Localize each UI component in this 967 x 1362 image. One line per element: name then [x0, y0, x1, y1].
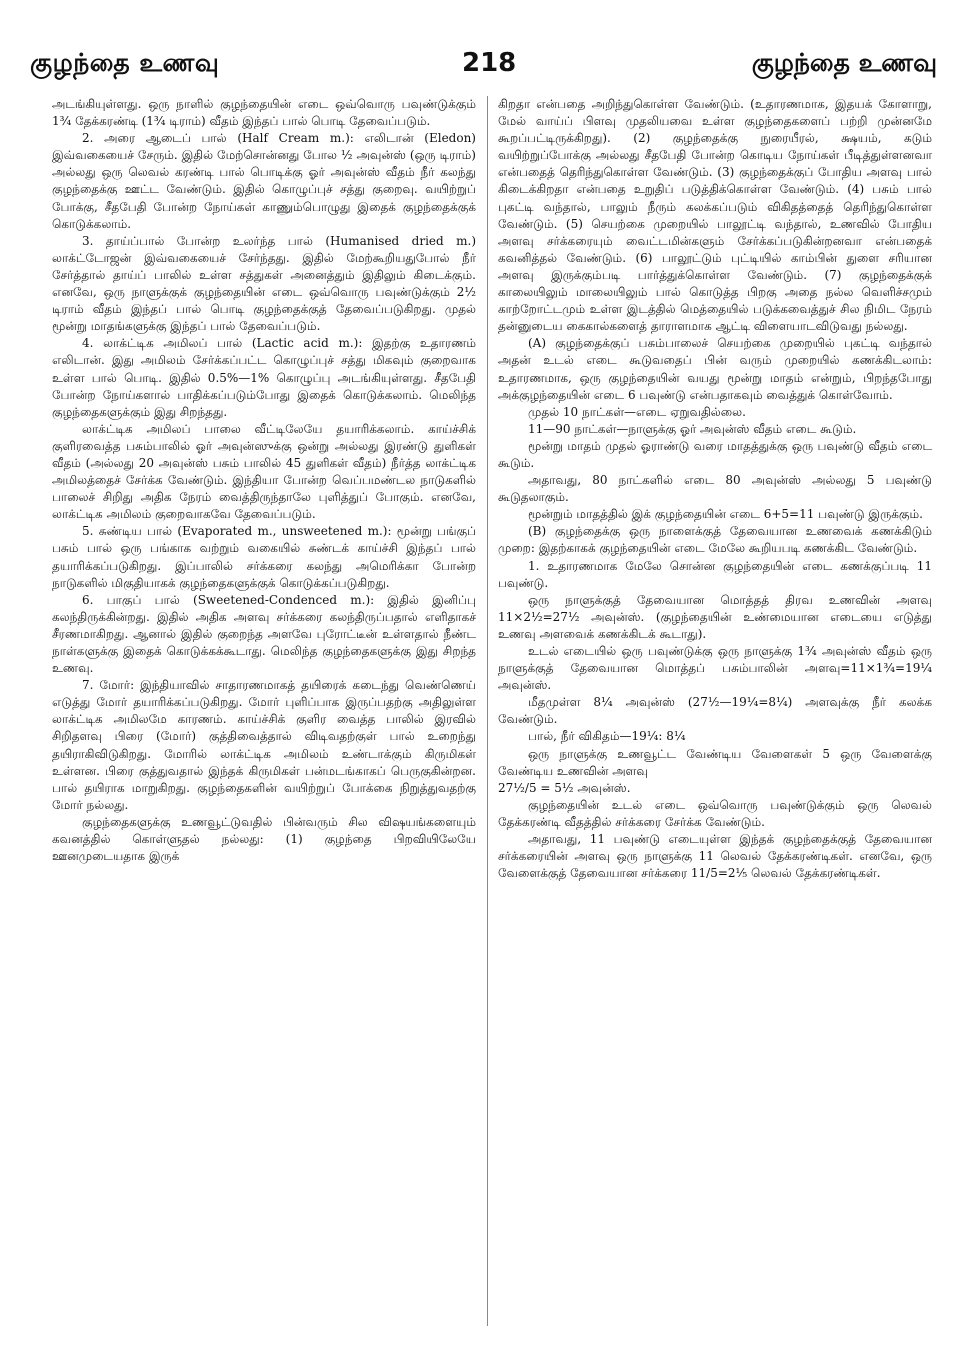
paragraph: கிறதா என்பதை அறிந்துகொள்ள வேண்டும். (உதாரணமாக, இதயக் கோளாறு, மேல் வாய்ப் பிளவு முதலியவை உள்ள குழந்தைகளைப் பற்றி முன்னமே கூறப்பட்டிருக்கிறது). (2) குழந்தைக்கு நுரையீரல், க்ஷயம், கடும் வயிற்றுப்போக்கு அல்லது சீதபேதி போன்ற கொடிய நோய்கள் பீடித்துள்ளனவா என்பதைத் தெரிந்துகொள்ள வேண்டும். (3) குழந்தைக்குப் போதிய அளவு பால் கிடைக்கிறதா என்பதை உறுதிப் படுத்திக்கொள்ள வேண்டும். (4) பசும் பால் புகட்டி வந்தால், பாலும் நீரும் கலக்கப்படும் விகிதத்தைத் தெரிந்துகொள்ள வேண்டும். (5) செயற்கை முறையில் பாலூட்டி வந்தால், உணவில் போதிய அளவு சர்க்கரையும் வைட்டமின்களும் சேர்க்கப்படுகின்றனவா என்பதைக் கவனித்தல் வேண்டும். (6) பாலூட்டும் புட்டியில் காம்பின் துளை சரியான அளவு இருக்கும்படி பார்த்துக்கொள்ள வேண்டும். (7) குழந்தைக்குக் காலையிலும் மாலையிலும் பால் கொடுத்த பிறகு அதை நல்ல வெளிச்சமும் காற்றோட்டமும் உள்ள இடத்தில் மெத்தையில் படுக்கவைத்துச் சில நிமிட நேரம் தன்னுடைய கைகால்களைத் தாராளமாக ஆட்டி விளையாடவிடுவது நல்லது. — [498, 97, 932, 334]
right-column — [498, 96, 932, 882]
paragraph: உடல் எடையில் ஒரு பவுண்டுக்கு ஒரு நாளுக்கு 1¾ அவுன்ஸ் வீதம் ஒரு நாளுக்குத் தேவையான மொத்தப் பசும்பாலின் அளவு=11×1¾=19¼ அவுன்ஸ். — [498, 644, 932, 693]
paragraph: லாக்ட்டிக அமிலப் பாலை வீட்டிலேயே தயாரிக்கலாம். காய்ச்சிக் குளிரவைத்த பசும்பாலில் ஓர் அவுன்ஸுக்கு ஒன்று அல்லது இரண்டு துளிகள் வீதம் (அல்லது 20 அவுன்ஸ் பசும் பாலில் 45 துளிகள் வீதம்) நீர்த்த லாக்ட்டிக அமிலத்தைச் சேர்க்க வேண்டும். இந்தியா போன்ற வெப்பமண்டல நாடுகளில் பாலைச் சிறிது அதிக நேரம் வைத்திருந்தாலே புளித்துப் போகும். எனவே, லாக்ட்டிக அமிலம் குறைவாகவே தேவைப்படும். — [52, 421, 476, 522]
paragraph: முதல் 10 நாட்கள்—எடை ஏறுவதில்லை. — [528, 404, 746, 419]
paragraph: 7. மோர்: இந்தியாவில் சாதாரணமாகத் தயிரைக் கடைந்து வெண்ணெய் எடுத்து மோர் தயாரிக்கப்படுகிறது. மோர் புளிப்பாக இருப்பதற்கு அதிலுள்ள லாக்ட்டிக அமிலமே காரணம். காய்ச்சிக் குளிர வைத்த பாலில் இரவில் சிறிதளவு பிரை (மோர்) குத்திவைத்தால் விடிவதற்குள் பால் உறைந்து தயிராகிவிடுகிறது. மோரில் லாக்ட்டிக அமிலம் உண்டாக்கும் கிருமிகள் உள்ளன. பிரை குத்துவதால் இந்தக் கிருமிகள் பன்மடங்காகப் பெருகுகின்றன. பால் தயிராக மாறுகிறது. குழந்தைகளின் வயிற்றுப் போக்கை நிறுத்துவதற்கு மோர் நல்லது. — [52, 678, 476, 812]
paragraph: மூன்று மாதம் முதல் ஓராண்டு வரை மாதத்துக்கு ஒரு பவுண்டு வீதம் எடை கூடும். — [498, 438, 932, 470]
paragraph: அதாவது, 80 நாட்களில் எடை 80 அவுன்ஸ் அல்லது 5 பவுண்டு கூடுதலாகும். — [498, 473, 932, 505]
page-number: 218 — [462, 48, 517, 78]
paragraph: 27½/5 = 5½ அவுன்ஸ். — [498, 780, 631, 795]
paragraph: 1. உதாரணமாக மேலே சொன்ன குழந்தையின் எடை கணக்குப்படி 11 பவுண்டு. — [498, 558, 932, 590]
paragraph: 11—90 நாட்கள்—நாளுக்கு ஓர் அவுன்ஸ் வீதம் எடை கூடும். — [528, 421, 857, 436]
paragraph: (B) குழந்தைக்கு ஒரு நாளைக்குத் தேவையான உணவைக் கணக்கிடும் முறை: இதற்காகக் குழந்தையின் எடை மேலே கூறியபடி கணக்கிட வேண்டும். — [498, 524, 932, 556]
page-header — [30, 48, 937, 88]
paragraph: மூன்றும் மாதத்தில் இக் குழந்தையின் எடை 6+5=11 பவுண்டு இருக்கும். — [528, 507, 923, 522]
paragraph: 5. சுண்டிய பால் (Evaporated m., unsweetened m.): மூன்று பங்குப் பசும் பால் ஒரு பங்காக வற்றும் வகையில் சுண்டக் காய்ச்சி இந்தப் பால் தயாரிக்கப்படுகிறது. இப்பாலில் சர்க்கரை கலந்து அமெரிக்கா போன்ற நாடுகளில் மிகுதியாகக் குழந்தைகளுக்குக் கொடுக்கப்படுகிறது. — [52, 524, 476, 590]
running-title-right: குழந்தை உணவு — [751, 48, 937, 77]
running-title-left: குழந்தை உணவு — [30, 48, 220, 77]
paragraph: 4. லாக்ட்டிக அமிலப் பால் (Lactic acid m.): இதற்கு உதாரணம் எலிடான். இது அமிலம் சேர்க்கப்பட்ட கொழுப்புச் சத்து மிகவும் குறைவாக உள்ள பால் பொடி. இதில் 0.5%—1% கொழுப்பு அடங்கியுள்ளது. சீதபேதி போன்ற நோய்களால் பாதிக்கப்படும்போது இதைக் கொடுக்கலாம். மெலிந்த குழந்தைகளுக்கும் இது சிறந்தது. — [52, 336, 476, 419]
paragraph: மீதமுள்ள 8¼ அவுன்ஸ் (27½—19¼=8¼) அளவுக்கு நீர் கலக்க வேண்டும். — [498, 695, 932, 727]
paragraph: 2. அரை ஆடைப் பால் (Half Cream m.): எலிடான் (Eledon) இவ்வகையைச் சேரும். இதில் மேற்சொன்னது போல ½ அவுன்ஸ் (ஒரு டிராம்) அல்லது ஒரு லெவல் கரண்டி பால் பொடிக்கு ஓர் அவுன்ஸ் வீதம் நீர் கலந்து குழந்தைக்கு ஊட்ட வேண்டும். இதில் கொழுப்புச் சத்து குறைவு. வயிற்றுப் போக்கு, சீதபேதி போன்ற நோய்கள் காணும்பொழுது இதைக் குழந்தைக்குக் கொடுக்கலாம். — [52, 131, 476, 231]
paragraph: 3. தாய்ப்பால் போன்ற உலர்ந்த பால் (Humanised dried m.) லாக்ட்டோஜன் இவ்வகையைச் சேர்ந்தது. இதில் மேற்கூறியதுபோல் நீர் சேர்த்தால் தாய்ப் பாலில் உள்ள சத்துகள் அனைத்தும் இதிலும் கிடைக்கும். எனவே, ஒரு நாளுக்குக் குழந்தையின் எடை ஒவ்வொரு பவுண்டுக்கும் 2½ டிராம் வீதம் இந்தப் பால் பொடி குழந்தைக்குத் தேவைப்படுகிறது. முதல் மூன்று மாதங்களுக்கு இந்தப் பால் தேவைப்படும். — [52, 233, 476, 334]
paragraph: பால், நீர் விகிதம்—19¼: 8¼ — [528, 729, 686, 744]
paragraph: 6. பாகுப் பால் (Sweetened-Condenced m.): இதில் இனிப்பு கலந்திருக்கின்றது. இதில் அதிக அளவு சர்க்கரை கலந்திருப்பதால் எளிதாகச் சீரணமாகிறது. ஆனால் இதில் குறைந்த அளவே புரோட்டீன் உள்ளதால் நீண்ட நாள்களுக்கு இதைக் கொடுக்கக்கூடாது. மெலிந்த குழந்தைகளுக்கு இது சிறந்த உணவு. — [52, 592, 476, 676]
column-divider — [487, 96, 488, 1326]
left-column — [52, 96, 476, 865]
paragraph: (A) குழந்தைக்குப் பசும்பாலைச் செயற்கை முறையில் புகட்டி வந்தால் அதன் உடல் எடை கூடுவதைப் பின் வரும் முறையில் கணக்கிடலாம்: உதாரணமாக, ஒரு குழந்தையின் வயது மூன்று மாதம் என்றும், பிறந்தபோது அக்குழந்தையின் எடை 6 பவுண்டு என்பதாகவும் வைத்துக் கொள்வோம். — [498, 336, 932, 402]
paragraph: ஒரு நாளுக்குத் தேவையான மொத்தத் திரவ உணவின் அளவு 11×2½=27½ அவுன்ஸ். (குழந்தையின் உண்மையான எடையை எடுத்து உணவு அளவைக் கணக்கிடக் கூடாது). — [498, 592, 932, 641]
paragraph: குழந்தைகளுக்கு உணவூட்டுவதில் பின்வரும் சில விஷயங்களையும் கவனத்தில் கொள்ளுதல் நல்லது: (1) குழந்தை பிறவியிலேயே ஊனமுடையதாக இருக் — [52, 814, 476, 864]
paragraph: அடங்கியுள்ளது. ஒரு நாளில் குழந்தையின் எடை ஒவ்வொரு பவுண்டுக்கும் 1¾ தேக்கரண்டி (1¾ டிராம்) வீதம் இந்தப் பால் பொடி தேவைப்படும். — [52, 97, 476, 129]
paragraph: குழந்தையின் உடல் எடை ஒவ்வொரு பவுண்டுக்கும் ஒரு லெவல் தேக்கரண்டி வீதத்தில் சர்க்கரை சேர்க்க வேண்டும். — [498, 797, 932, 829]
paragraph: அதாவது, 11 பவுண்டு எடையுள்ள இந்தக் குழந்தைக்குத் தேவையான சர்க்கரையின் அளவு ஒரு நாளுக்கு 11 லெவல் தேக்கரண்டிகள். எனவே, ஒரு வேளைக்குத் தேவையான சர்க்கரை 11/5=2⅕ லெவல் தேக்கரண்டிகள். — [498, 832, 932, 881]
paragraph: ஒரு நாளுக்கு உணவூட்ட வேண்டிய வேளைகள் 5 ஒரு வேளைக்கு வேண்டிய உணவின் அளவு — [498, 746, 932, 778]
